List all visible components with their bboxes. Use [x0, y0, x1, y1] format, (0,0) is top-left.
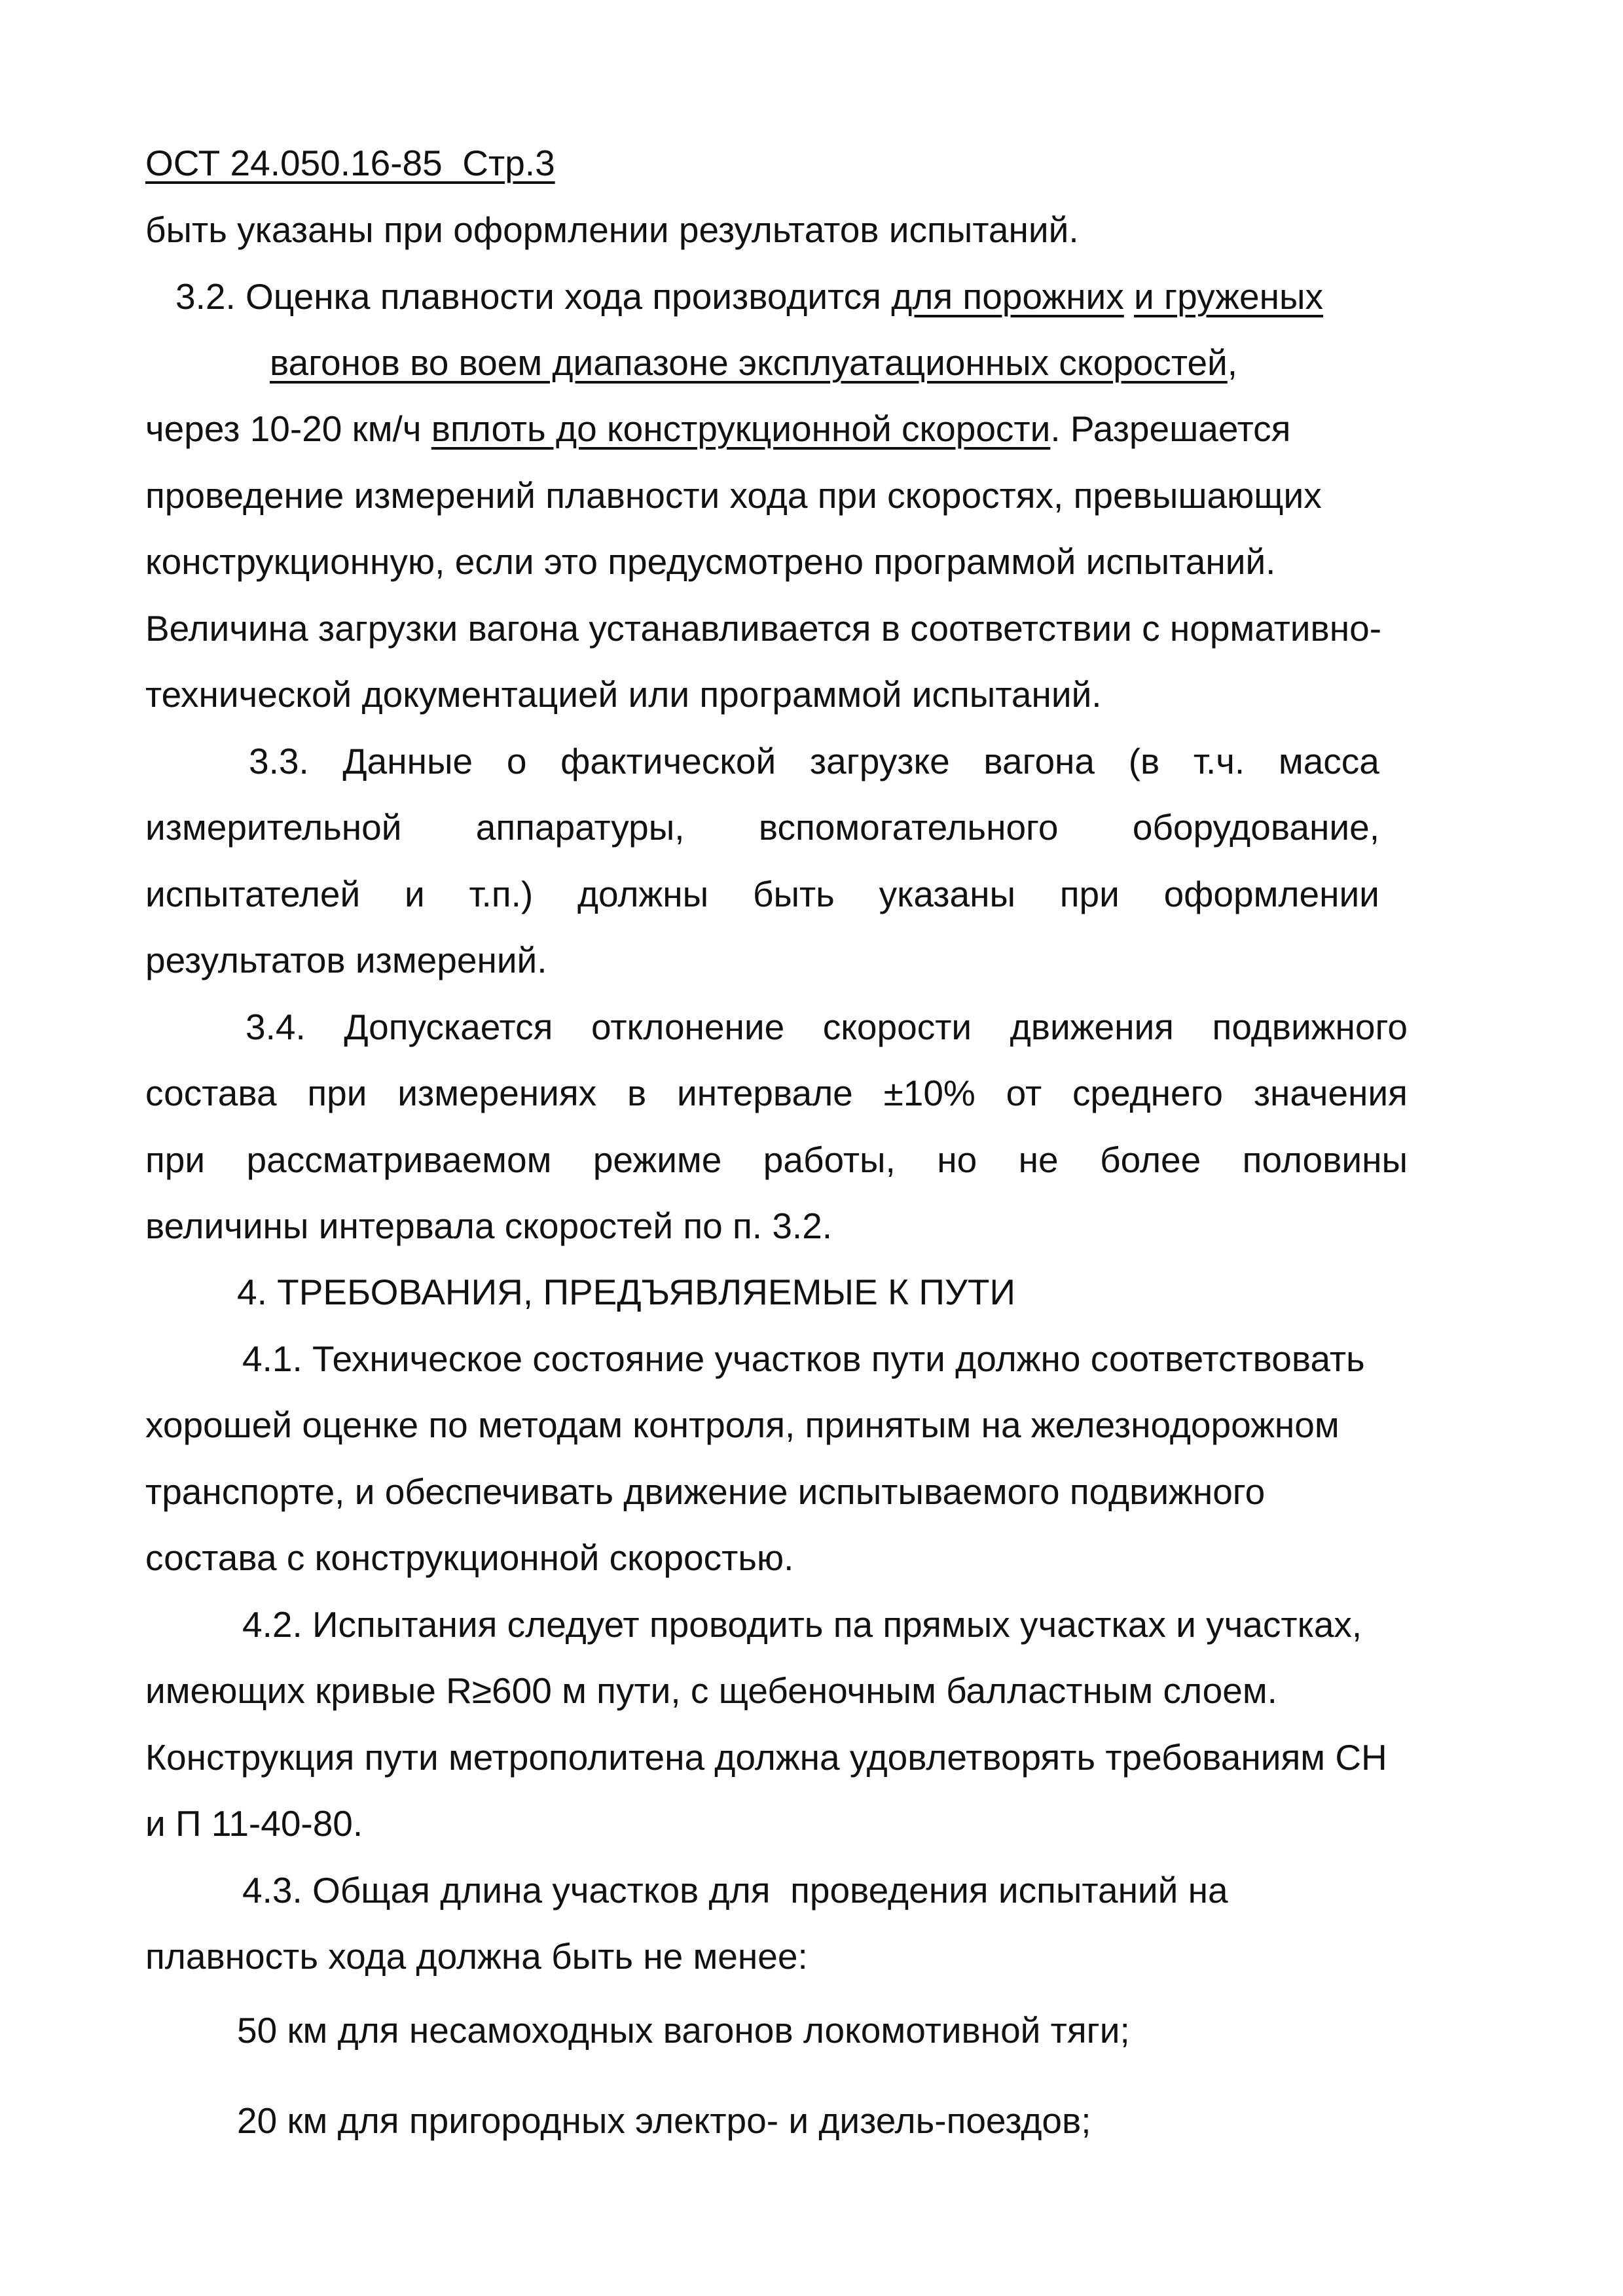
section-4-1-line-2: хорошей оценке по методам контроля, принятым на железнодорожном	[145, 1405, 1340, 1445]
paragraph-line: быть указаны при оформлении результатов испытаний.	[145, 209, 1079, 250]
section-4-3-line-2: плавность хода должна быть не менее:	[145, 1936, 808, 1977]
section-4-heading: 4. ТРЕБОВАНИЯ, ПРЕДЪЯВЛЯЕМЫЕ К ПУТИ	[237, 1272, 1015, 1312]
section-3-3-line-3: испытателей и т.п.) должны быть указаны при оформлении	[145, 874, 1379, 914]
section-3-2-line-1: 3.2. Оценка плавности хода производится для порожних и груженых	[175, 276, 1323, 317]
section-3-2-line-2: вагонов во воем диапазоне эксплуатационных скоростей,	[270, 342, 1238, 383]
section-3-3-line-2: измерительной аппаратуры, вспомогательного оборудование,	[145, 807, 1379, 848]
section-4-3-line-1: 4.3. Общая длина участков для проведения испытаний на	[242, 1870, 1228, 1910]
section-3-4-line-3: при рассматриваемом режиме работы, но не более половины	[145, 1139, 1408, 1180]
section-3-4-line-4: величины интервала скоростей по п. 3.2.	[145, 1206, 833, 1246]
section-4-2-line-2: имеющих кривые R≥600 м пути, с щебеночным балластным слоем.	[145, 1670, 1277, 1711]
section-3-2-line-3: через 10-20 км/ч вплоть до конструкционной скорости. Разрешается	[145, 408, 1291, 449]
section-3-2-line-7: технической документацией или программой испытаний.	[145, 674, 1102, 715]
section-4-2-line-4: и П 11-40-80.	[145, 1803, 363, 1844]
list-item: 50 км для несамоходных вагонов локомотивной тяги;	[237, 2010, 1130, 2051]
list-item: 20 км для пригородных электро- и дизель-поездов;	[237, 2100, 1091, 2141]
section-3-4-line-1: 3.4. Допускается отклонение скорости движения подвижного	[246, 1007, 1408, 1047]
section-4-1-line-3: транспорте, и обеспечивать движение испытываемого подвижного	[145, 1471, 1266, 1512]
section-3-3-line-4: результатов измерений.	[145, 940, 547, 980]
section-4-1-line-4: состава с конструкционной скоростью.	[145, 1537, 794, 1578]
section-3-4-line-2: состава при измерениях в интервале ±10% от среднего значения	[145, 1073, 1408, 1113]
section-4-2-line-3: Конструкция пути метрополитена должна удовлетворять требованиям СН	[145, 1737, 1387, 1778]
section-4-1-line-1: 4.1. Техническое состояние участков пути должно соответствовать	[242, 1338, 1365, 1379]
section-3-2-line-5: конструкционную, если это предусмотрено программой испытаний.	[145, 541, 1276, 582]
page-header: ОСТ 24.050.16-85 Стр.3	[145, 143, 555, 183]
section-3-2-line-4: проведение измерений плавности хода при скоростях, превышающих	[145, 475, 1322, 516]
section-4-2-line-1: 4.2. Испытания следует проводить па прямых участках и участках,	[242, 1604, 1362, 1645]
section-3-3-line-1: 3.3. Данные о фактической загрузке вагона (в т.ч. масса	[249, 741, 1379, 781]
section-3-2-line-6: Величина загрузки вагона устанавливается в соответствии с нормативно-	[145, 608, 1382, 649]
